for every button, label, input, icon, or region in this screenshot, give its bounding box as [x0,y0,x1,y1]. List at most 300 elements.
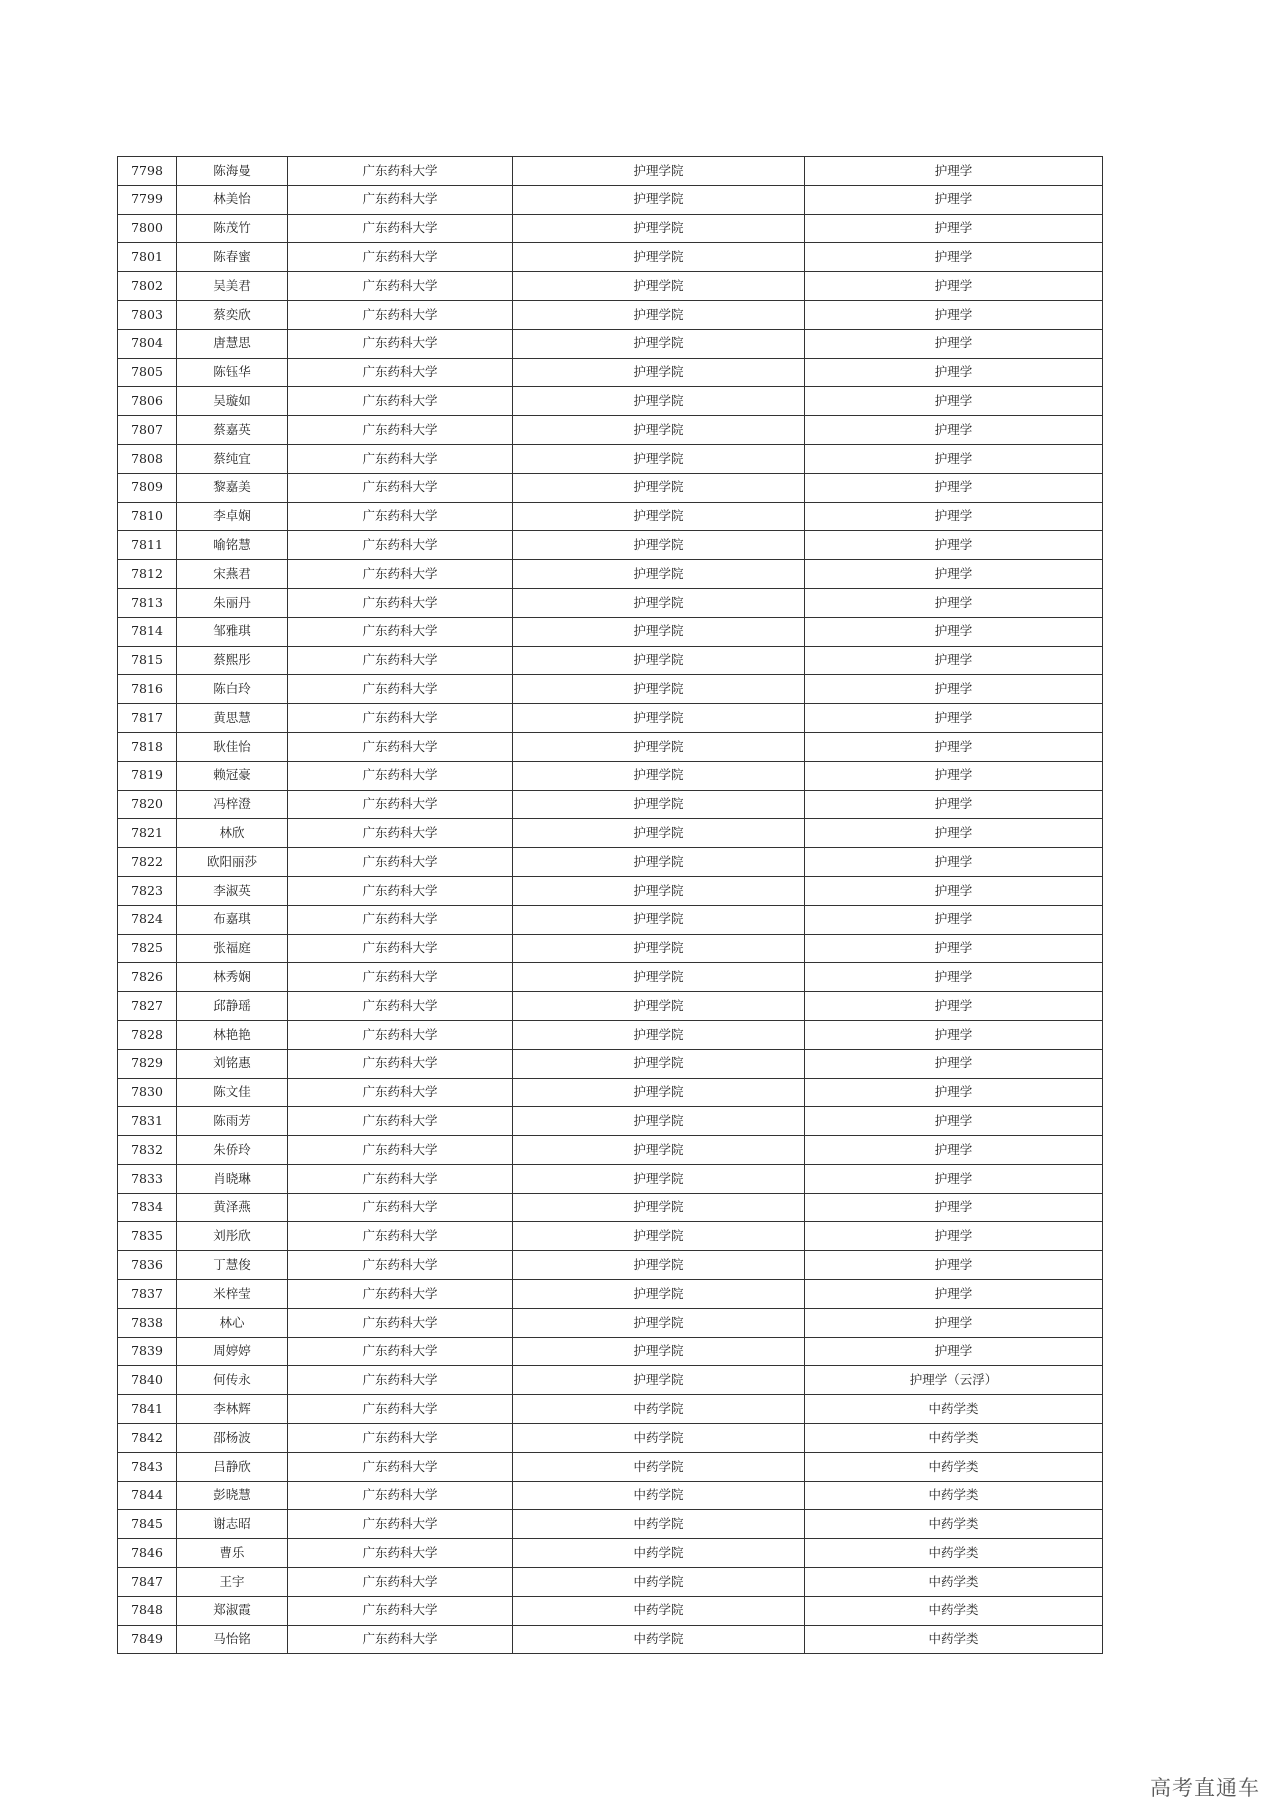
college-cell: 护理学院 [513,1193,805,1222]
major-cell: 护理学 [805,531,1103,560]
major-cell: 护理学 [805,819,1103,848]
university-cell: 广东药科大学 [288,185,513,214]
table-row [118,502,1103,531]
student-name-cell: 唐慧思 [177,329,288,358]
row-number-cell: 7830 [118,1078,177,1107]
major-cell: 护理学 [805,963,1103,992]
table-row [118,617,1103,646]
major-cell: 护理学 [805,761,1103,790]
college-cell: 中药学院 [513,1424,805,1453]
student-name-cell: 王宇 [177,1568,288,1597]
college-cell: 护理学院 [513,876,805,905]
university-cell: 广东药科大学 [288,1136,513,1165]
college-cell: 护理学院 [513,560,805,589]
university-cell: 广东药科大学 [288,387,513,416]
major-cell: 护理学 [805,617,1103,646]
table-row [118,905,1103,934]
student-name-cell: 李淑英 [177,876,288,905]
university-cell: 广东药科大学 [288,704,513,733]
table-row [118,1136,1103,1165]
row-number-cell: 7817 [118,704,177,733]
major-cell: 护理学 [805,416,1103,445]
student-name-cell: 林艳艳 [177,1020,288,1049]
major-cell: 护理学 [805,1107,1103,1136]
student-name-cell: 肖晓琳 [177,1164,288,1193]
table-row [118,1539,1103,1568]
row-number-cell: 7843 [118,1452,177,1481]
university-cell: 广东药科大学 [288,1596,513,1625]
major-cell: 护理学 [805,243,1103,272]
university-cell: 广东药科大学 [288,1280,513,1309]
university-cell: 广东药科大学 [288,416,513,445]
student-name-cell: 陈茂竹 [177,214,288,243]
college-cell: 护理学院 [513,819,805,848]
university-cell: 广东药科大学 [288,214,513,243]
major-cell: 护理学 [805,329,1103,358]
student-name-cell: 林美怡 [177,185,288,214]
row-number-cell: 7840 [118,1366,177,1395]
university-cell: 广东药科大学 [288,560,513,589]
table-row [118,761,1103,790]
row-number-cell: 7818 [118,732,177,761]
table-row [118,1251,1103,1280]
row-number-cell: 7805 [118,358,177,387]
student-name-cell: 吕静欣 [177,1452,288,1481]
major-cell: 中药学类 [805,1395,1103,1424]
college-cell: 中药学院 [513,1510,805,1539]
major-cell: 护理学 [805,588,1103,617]
row-number-cell: 7815 [118,646,177,675]
row-number-cell: 7834 [118,1193,177,1222]
college-cell: 护理学院 [513,387,805,416]
row-number-cell: 7841 [118,1395,177,1424]
university-cell: 广东药科大学 [288,1395,513,1424]
university-cell: 广东药科大学 [288,617,513,646]
major-cell: 护理学 [805,272,1103,301]
college-cell: 护理学院 [513,963,805,992]
university-cell: 广东药科大学 [288,300,513,329]
table-row [118,243,1103,272]
college-cell: 护理学院 [513,502,805,531]
university-cell: 广东药科大学 [288,1539,513,1568]
university-cell: 广东药科大学 [288,790,513,819]
student-name-cell: 陈雨芳 [177,1107,288,1136]
college-cell: 护理学院 [513,617,805,646]
table-row [118,1222,1103,1251]
student-name-cell: 蔡熙彤 [177,646,288,675]
major-cell: 中药学类 [805,1596,1103,1625]
major-cell: 护理学 [805,1337,1103,1366]
major-cell: 护理学 [805,646,1103,675]
major-cell: 中药学类 [805,1424,1103,1453]
student-name-cell: 蔡嘉英 [177,416,288,445]
university-cell: 广东药科大学 [288,1452,513,1481]
student-name-cell: 周婷婷 [177,1337,288,1366]
university-cell: 广东药科大学 [288,761,513,790]
college-cell: 护理学院 [513,358,805,387]
watermark-text: 高考直通车 [1150,1776,1260,1800]
major-cell: 护理学 [805,905,1103,934]
university-cell: 广东药科大学 [288,848,513,877]
student-name-cell: 陈钰华 [177,358,288,387]
table-row [118,790,1103,819]
college-cell: 护理学院 [513,1107,805,1136]
major-cell: 护理学 [805,214,1103,243]
table-row [118,1308,1103,1337]
table-row [118,1078,1103,1107]
row-number-cell: 7810 [118,502,177,531]
table-row [118,1164,1103,1193]
student-name-cell: 喻铭慧 [177,531,288,560]
student-name-cell: 蔡纯宜 [177,444,288,473]
major-cell: 护理学 [805,876,1103,905]
major-cell: 护理学 [805,473,1103,502]
row-number-cell: 7829 [118,1049,177,1078]
university-cell: 广东药科大学 [288,1366,513,1395]
row-number-cell: 7845 [118,1510,177,1539]
college-cell: 护理学院 [513,272,805,301]
row-number-cell: 7807 [118,416,177,445]
table-row [118,963,1103,992]
row-number-cell: 7801 [118,243,177,272]
university-cell: 广东药科大学 [288,1049,513,1078]
college-cell: 中药学院 [513,1625,805,1654]
row-number-cell: 7802 [118,272,177,301]
student-name-cell: 邵杨波 [177,1424,288,1453]
row-number-cell: 7839 [118,1337,177,1366]
college-cell: 护理学院 [513,790,805,819]
college-cell: 护理学院 [513,588,805,617]
college-cell: 护理学院 [513,1366,805,1395]
major-cell: 护理学 [805,1280,1103,1309]
major-cell: 中药学类 [805,1568,1103,1597]
college-cell: 护理学院 [513,704,805,733]
row-number-cell: 7798 [118,157,177,186]
student-name-cell: 何传永 [177,1366,288,1395]
college-cell: 护理学院 [513,300,805,329]
major-cell: 护理学 [805,1049,1103,1078]
student-name-cell: 黄思慧 [177,704,288,733]
student-name-cell: 郑淑霞 [177,1596,288,1625]
major-cell: 护理学 [805,1193,1103,1222]
university-cell: 广东药科大学 [288,1251,513,1280]
table-row [118,300,1103,329]
table-row [118,646,1103,675]
row-number-cell: 7800 [118,214,177,243]
row-number-cell: 7848 [118,1596,177,1625]
row-number-cell: 7823 [118,876,177,905]
university-cell: 广东药科大学 [288,1193,513,1222]
student-name-cell: 丁慧俊 [177,1251,288,1280]
major-cell: 护理学 [805,502,1103,531]
row-number-cell: 7842 [118,1424,177,1453]
table-row [118,358,1103,387]
table-body [118,157,1103,1654]
row-number-cell: 7835 [118,1222,177,1251]
college-cell: 护理学院 [513,329,805,358]
student-name-cell: 吴美君 [177,272,288,301]
university-cell: 广东药科大学 [288,732,513,761]
university-cell: 广东药科大学 [288,1337,513,1366]
row-number-cell: 7833 [118,1164,177,1193]
student-name-cell: 张福庭 [177,934,288,963]
college-cell: 护理学院 [513,416,805,445]
table-row [118,1452,1103,1481]
student-name-cell: 冯梓澄 [177,790,288,819]
college-cell: 护理学院 [513,1078,805,1107]
college-cell: 护理学院 [513,214,805,243]
student-name-cell: 李林辉 [177,1395,288,1424]
university-cell: 广东药科大学 [288,1424,513,1453]
row-number-cell: 7827 [118,992,177,1021]
table-row [118,1366,1103,1395]
row-number-cell: 7831 [118,1107,177,1136]
major-cell: 中药学类 [805,1625,1103,1654]
table-row [118,1424,1103,1453]
table-row [118,819,1103,848]
table-row [118,1596,1103,1625]
row-number-cell: 7822 [118,848,177,877]
major-cell: 护理学 [805,1308,1103,1337]
row-number-cell: 7804 [118,329,177,358]
university-cell: 广东药科大学 [288,1625,513,1654]
university-cell: 广东药科大学 [288,1107,513,1136]
table-row [118,416,1103,445]
major-cell: 护理学 [805,1136,1103,1165]
row-number-cell: 7824 [118,905,177,934]
student-name-cell: 林秀娴 [177,963,288,992]
major-cell: 护理学 [805,1251,1103,1280]
row-number-cell: 7806 [118,387,177,416]
college-cell: 护理学院 [513,1136,805,1165]
row-number-cell: 7799 [118,185,177,214]
major-cell: 护理学 [805,157,1103,186]
college-cell: 护理学院 [513,157,805,186]
row-number-cell: 7812 [118,560,177,589]
table-row [118,1107,1103,1136]
university-cell: 广东药科大学 [288,1481,513,1510]
student-name-cell: 李卓娴 [177,502,288,531]
college-cell: 中药学院 [513,1568,805,1597]
college-cell: 护理学院 [513,1020,805,1049]
table-row [118,1625,1103,1654]
student-name-cell: 蔡奕欣 [177,300,288,329]
college-cell: 护理学院 [513,934,805,963]
college-cell: 护理学院 [513,992,805,1021]
student-name-cell: 陈白玲 [177,675,288,704]
row-number-cell: 7803 [118,300,177,329]
table-row [118,473,1103,502]
row-number-cell: 7819 [118,761,177,790]
university-cell: 广东药科大学 [288,502,513,531]
student-name-cell: 布嘉琪 [177,905,288,934]
student-name-cell: 陈文佳 [177,1078,288,1107]
student-name-cell: 吴璇如 [177,387,288,416]
major-cell: 中药学类 [805,1539,1103,1568]
row-number-cell: 7814 [118,617,177,646]
student-name-cell: 朱丽丹 [177,588,288,617]
university-cell: 广东药科大学 [288,358,513,387]
table-row [118,848,1103,877]
row-number-cell: 7825 [118,934,177,963]
university-cell: 广东药科大学 [288,588,513,617]
university-cell: 广东药科大学 [288,905,513,934]
student-name-cell: 赖冠豪 [177,761,288,790]
college-cell: 护理学院 [513,1308,805,1337]
major-cell: 中药学类 [805,1481,1103,1510]
university-cell: 广东药科大学 [288,819,513,848]
college-cell: 护理学院 [513,1164,805,1193]
university-cell: 广东药科大学 [288,157,513,186]
major-cell: 护理学 [805,387,1103,416]
student-name-cell: 欧阳丽莎 [177,848,288,877]
university-cell: 广东药科大学 [288,1222,513,1251]
table-row [118,588,1103,617]
row-number-cell: 7846 [118,1539,177,1568]
student-name-cell: 米梓莹 [177,1280,288,1309]
table-row [118,1568,1103,1597]
table-row [118,992,1103,1021]
college-cell: 护理学院 [513,848,805,877]
student-name-cell: 邱静瑶 [177,992,288,1021]
university-cell: 广东药科大学 [288,1308,513,1337]
college-cell: 中药学院 [513,1596,805,1625]
table-row [118,1337,1103,1366]
table-row [118,157,1103,186]
student-name-cell: 朱侨玲 [177,1136,288,1165]
major-cell: 护理学 [805,934,1103,963]
table-row [118,329,1103,358]
student-name-cell: 邹雅琪 [177,617,288,646]
row-number-cell: 7836 [118,1251,177,1280]
row-number-cell: 7847 [118,1568,177,1597]
college-cell: 中药学院 [513,1481,805,1510]
table-row [118,675,1103,704]
university-cell: 广东药科大学 [288,531,513,560]
college-cell: 护理学院 [513,473,805,502]
row-number-cell: 7816 [118,675,177,704]
row-number-cell: 7808 [118,444,177,473]
table-row [118,1395,1103,1424]
student-name-cell: 马怡铭 [177,1625,288,1654]
table-row [118,444,1103,473]
college-cell: 护理学院 [513,732,805,761]
major-cell: 护理学 [805,444,1103,473]
university-cell: 广东药科大学 [288,876,513,905]
table-row [118,185,1103,214]
row-number-cell: 7813 [118,588,177,617]
major-cell: 护理学 [805,1222,1103,1251]
college-cell: 护理学院 [513,185,805,214]
major-cell: 护理学 [805,992,1103,1021]
major-cell: 护理学 [805,1078,1103,1107]
student-name-cell: 黄泽燕 [177,1193,288,1222]
college-cell: 中药学院 [513,1452,805,1481]
university-cell: 广东药科大学 [288,1078,513,1107]
major-cell: 护理学 [805,704,1103,733]
row-number-cell: 7844 [118,1481,177,1510]
university-cell: 广东药科大学 [288,1020,513,1049]
table-row [118,560,1103,589]
row-number-cell: 7837 [118,1280,177,1309]
table-row [118,1481,1103,1510]
major-cell: 中药学类 [805,1510,1103,1539]
major-cell: 护理学 [805,675,1103,704]
college-cell: 护理学院 [513,675,805,704]
university-cell: 广东药科大学 [288,675,513,704]
university-cell: 广东药科大学 [288,1164,513,1193]
college-cell: 护理学院 [513,1049,805,1078]
university-cell: 广东药科大学 [288,329,513,358]
student-name-cell: 曹乐 [177,1539,288,1568]
college-cell: 护理学院 [513,531,805,560]
table-row [118,1020,1103,1049]
university-cell: 广东药科大学 [288,1568,513,1597]
table-row [118,531,1103,560]
university-cell: 广东药科大学 [288,272,513,301]
major-cell: 护理学 [805,185,1103,214]
major-cell: 护理学 [805,848,1103,877]
table-row [118,704,1103,733]
table-row [118,876,1103,905]
row-number-cell: 7832 [118,1136,177,1165]
major-cell: 中药学类 [805,1452,1103,1481]
major-cell: 护理学 [805,300,1103,329]
major-cell: 护理学 [805,1164,1103,1193]
major-cell: 护理学（云浮） [805,1366,1103,1395]
row-number-cell: 7826 [118,963,177,992]
college-cell: 护理学院 [513,761,805,790]
row-number-cell: 7849 [118,1625,177,1654]
student-name-cell: 黎嘉美 [177,473,288,502]
college-cell: 护理学院 [513,1280,805,1309]
student-name-cell: 彭晓慧 [177,1481,288,1510]
table-row [118,214,1103,243]
university-cell: 广东药科大学 [288,646,513,675]
university-cell: 广东药科大学 [288,473,513,502]
student-name-cell: 陈海曼 [177,157,288,186]
university-cell: 广东药科大学 [288,243,513,272]
table-row [118,1049,1103,1078]
college-cell: 护理学院 [513,1337,805,1366]
college-cell: 护理学院 [513,444,805,473]
student-name-cell: 宋燕君 [177,560,288,589]
student-name-cell: 林心 [177,1308,288,1337]
student-name-cell: 耿佳怡 [177,732,288,761]
row-number-cell: 7820 [118,790,177,819]
college-cell: 护理学院 [513,1222,805,1251]
admission-list-table [117,156,1103,1654]
major-cell: 护理学 [805,790,1103,819]
college-cell: 护理学院 [513,646,805,675]
university-cell: 广东药科大学 [288,934,513,963]
student-name-cell: 刘彤欣 [177,1222,288,1251]
student-name-cell: 刘铭惠 [177,1049,288,1078]
student-name-cell: 林欣 [177,819,288,848]
table-row [118,934,1103,963]
row-number-cell: 7838 [118,1308,177,1337]
university-cell: 广东药科大学 [288,992,513,1021]
table-row [118,732,1103,761]
major-cell: 护理学 [805,358,1103,387]
university-cell: 广东药科大学 [288,1510,513,1539]
college-cell: 中药学院 [513,1395,805,1424]
university-cell: 广东药科大学 [288,963,513,992]
table-row [118,387,1103,416]
row-number-cell: 7821 [118,819,177,848]
college-cell: 护理学院 [513,1251,805,1280]
student-name-cell: 谢志昭 [177,1510,288,1539]
